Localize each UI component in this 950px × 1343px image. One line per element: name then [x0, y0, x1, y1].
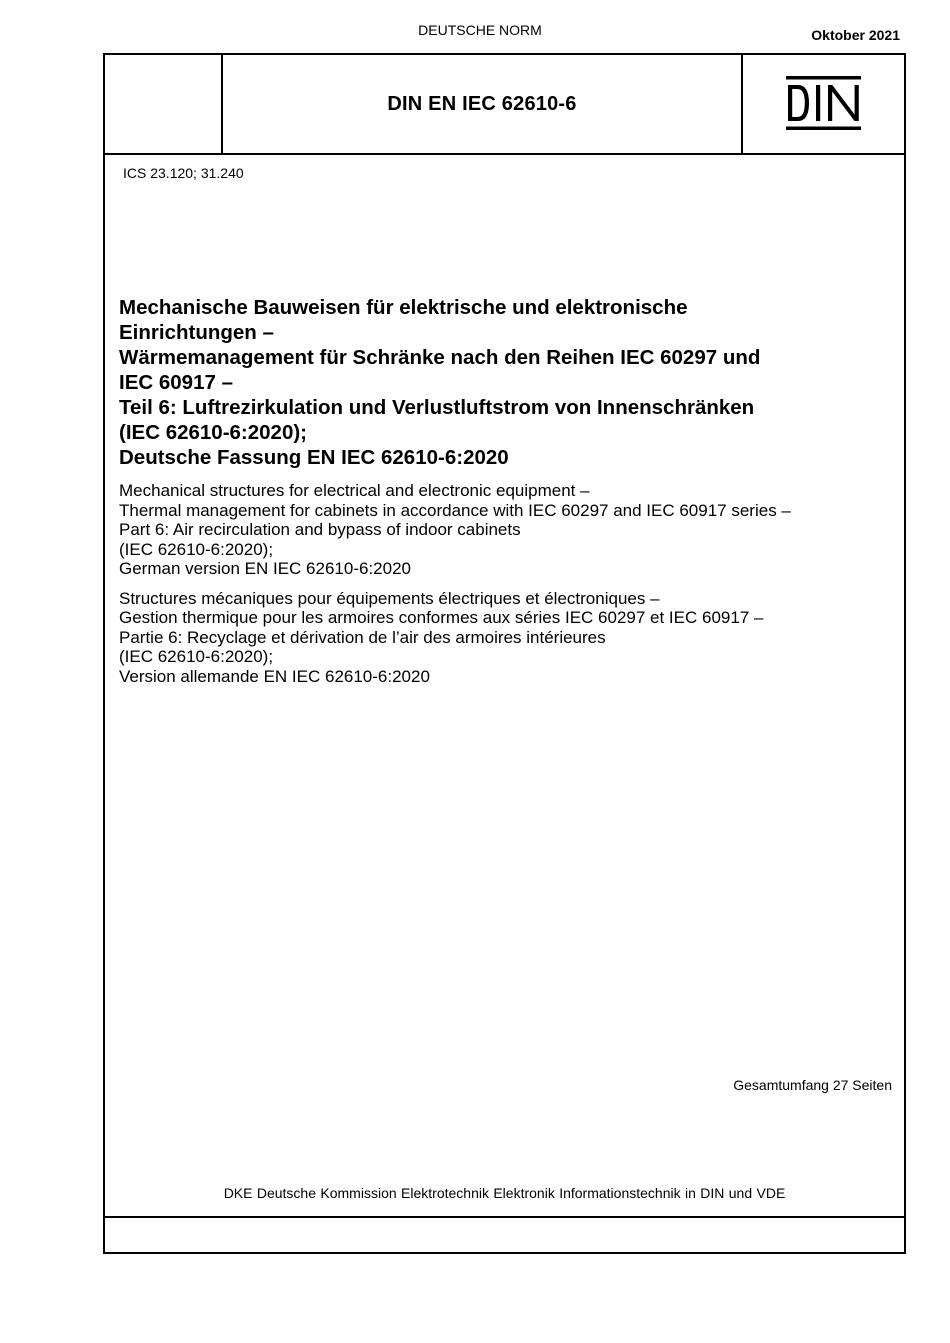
standard-number: DIN EN IEC 62610-6 [387, 92, 577, 115]
title-en-line: German version EN IEC 62610-6:2020 [119, 559, 411, 578]
title-english [119, 481, 899, 579]
header-row [105, 55, 904, 155]
header-cell-standard [223, 55, 743, 153]
document-series-label: DEUTSCHE NORM [418, 22, 542, 38]
total-pages: Gesamtumfang 27 Seiten [733, 1077, 892, 1093]
title-fr-line: Version allemande EN IEC 62610-6:2020 [119, 666, 430, 686]
header-cell-empty [105, 55, 223, 153]
title-fr-line: Gestion thermique pour les armoires conformes aux séries IEC 60297 et IEC 60917 – [119, 608, 764, 627]
title-de-line: (IEC 62610-6:2020); [119, 421, 308, 444]
publisher-footer: DKE Deutsche Kommission Elektrotechnik Elektronik Informationstechnik in DIN und VDE [223, 1185, 786, 1201]
footer-divider [105, 1216, 904, 1218]
title-block [119, 295, 899, 686]
title-de-line: IEC 60917 – [119, 371, 233, 394]
publication-date: Oktober 2021 [811, 27, 900, 43]
title-en-line: Part 6: Air recirculation and bypass of indoor cabinets [119, 520, 521, 539]
title-fr-line: Structures mécaniques pour équipements électriques et électroniques – [119, 588, 660, 608]
ics-classification: ICS 23.120; 31.240 [123, 165, 244, 181]
cover-frame [103, 53, 906, 1254]
title-fr-line: Partie 6: Recyclage et dérivation de l’air des armoires intérieures [119, 627, 606, 647]
title-de-line: Teil 6: Luftrezirkulation und Verlustluftstrom von Innenschränken [119, 396, 755, 419]
title-french [119, 589, 899, 687]
title-en-line: Thermal management for cabinets in accordance with IEC 60297 and IEC 60917 series – [119, 500, 791, 520]
title-en-line: (IEC 62610-6:2020); [119, 539, 274, 559]
din-logo [786, 76, 861, 130]
title-en-line: Mechanical structures for electrical and electronic equipment – [119, 481, 590, 500]
title-de-line: Mechanische Bauweisen für elektrische und elektronische [119, 296, 688, 319]
title-de-line: Deutsche Fassung EN IEC 62610-6:2020 [119, 446, 509, 469]
header-cell-logo [743, 55, 904, 153]
title-fr-line: (IEC 62610-6:2020); [119, 647, 274, 666]
title-de-line: Wärmemanagement für Schränke nach den Reihen IEC 60297 und [119, 346, 761, 369]
title-german [119, 295, 899, 470]
title-de-line: Einrichtungen – [119, 321, 274, 344]
